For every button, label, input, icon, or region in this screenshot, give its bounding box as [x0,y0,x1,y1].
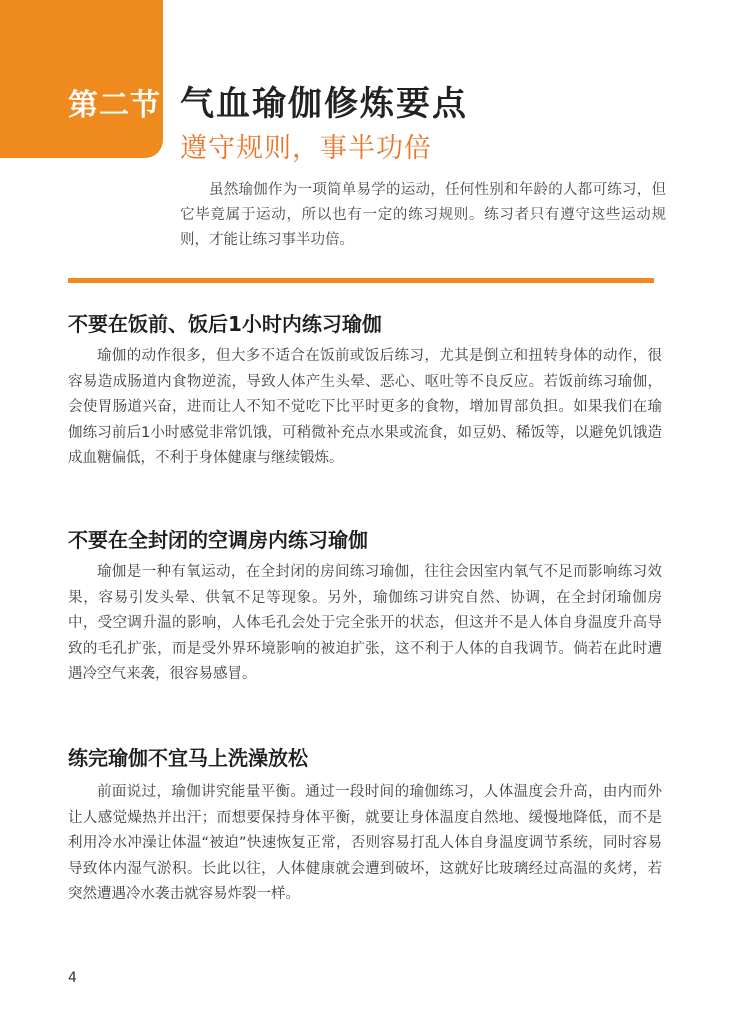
page-title: 气血瑜伽修炼要点 [180,84,468,124]
section-heading-3: 练完瑜伽不宜马上洗澡放松 [68,746,308,770]
section-body-1: 瑜伽的动作很多，但大多不适合在饭前或饭后练习，尤其是倒立和扭转身体的动作，很容易造成肠道内食物逆流，导致人体产生头晕、恶心、呕吐等不良反应。若饭前练习瑜伽，会使胃肠道兴奋，进而让人不知不觉吃下比平时更多的食物，增加胃部负担。如果我们在瑜伽练习前后1小时感觉非常饥饿，可稍微补充点水果或流食，如豆奶、稀饭等，以避免饥饿造成血糖偏低，不利于身体健康与继续锻炼。 [68,348,662,466]
divider-rule [68,278,654,283]
section-label: 第二节 [68,88,161,123]
section-tab [0,0,163,158]
page-number: 4 [68,970,77,986]
section-heading-2: 不要在全封闭的空调房内练习瑜伽 [68,528,368,552]
section-body-2: 瑜伽是一种有氧运动，在全封闭的房间练习瑜伽，往往会因室内氧气不足而影响练习效果，容易引发头晕、供氧不足等现象。另外，瑜伽练习讲究自然、协调，在全封闭瑜伽房中，受空调升温的影响，人体毛孔会处于完全张开的状态，但这并不是人体自身温度升高导致的毛孔扩张，而是受外界环境影响的被迫扩张，这不利于人体的自我调节。倘若在此时遭遇冷空气来袭，很容易感冒。 [68,564,662,682]
intro-paragraph: 虽然瑜伽作为一项简单易学的运动，任何性别和年龄的人都可练习，但它毕竟属于运动，所以也有一定的练习规则。练习者只有遵守这些运动规则，才能让练习事半功倍。 [180,182,666,248]
page-subtitle: 遵守规则，事半功倍 [180,133,432,164]
section-heading-1: 不要在饭前、饭后1小时内练习瑜伽 [68,312,382,336]
section-body-3: 前面说过，瑜伽讲究能量平衡。通过一段时间的瑜伽练习，人体温度会升高，由内而外让人感觉燥热并出汗；而想要保持身体平衡，就要让身体温度自然地、缓慢地降低，而不是利用冷水冲澡让体温“被迫”快速恢复正常，否则容易打乱人体自身温度调节系统，同时容易导致体内湿气淤积。长此以往，人体健康就会遭到破坏，这就好比玻璃经过高温的炙烤，若突然遭遇冷水袭击就容易炸裂一样。 [68,784,662,902]
